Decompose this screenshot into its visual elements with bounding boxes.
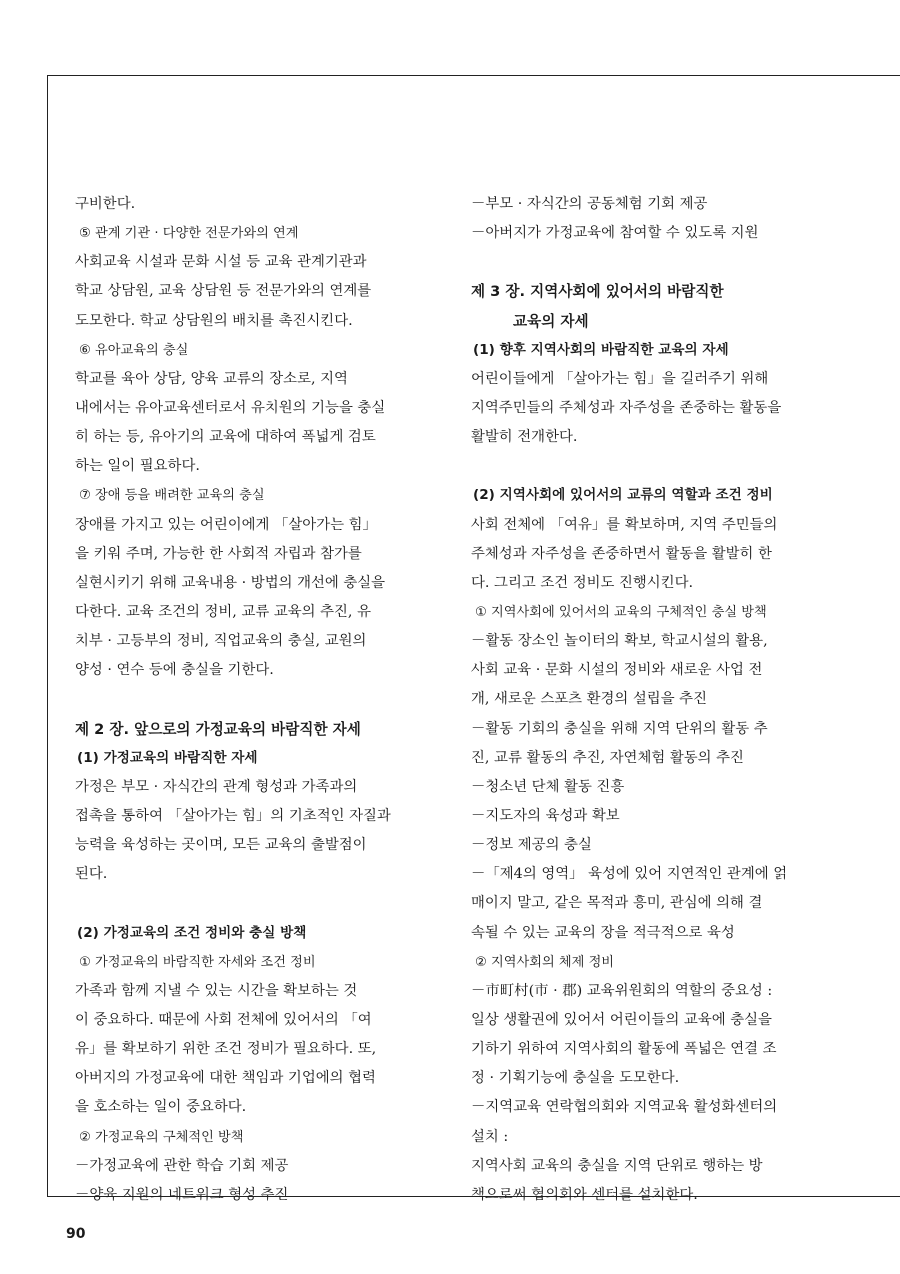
- body-line: 구비한다.: [75, 196, 136, 212]
- chapter-heading: 제 3 장. 지역사회에 있어서의 바람직한: [471, 283, 724, 301]
- body-line: 지역주민들의 주체성과 자주성을 존중하는 활동을: [471, 399, 782, 416]
- list-item: －양육 지원의 네트워크 형성 추진: [75, 1186, 289, 1203]
- body-line: 어린이들에게 「살아가는 힘」을 길러주기 위해: [471, 370, 769, 387]
- body-line: 지역사회 교육의 충실을 지역 단위로 행하는 방: [471, 1157, 763, 1174]
- body-line: 정 · 기획기능에 충실을 도모한다.: [471, 1070, 680, 1087]
- list-item: －부모 · 자식간의 공동체험 기회 제공: [471, 196, 708, 212]
- section-heading: (1) 가정교육의 바람직한 자세: [77, 749, 258, 766]
- section-heading: (2) 가정교육의 조건 정비와 충실 방책: [77, 924, 307, 941]
- section-heading: (2) 지역사회에 있어서의 교류의 역할과 조건 정비: [473, 487, 773, 504]
- body-line: 아버지의 가정교육에 대한 책임과 기업에의 협력: [75, 1070, 376, 1087]
- body-line: 개, 새로운 스포츠 환경의 설립을 추진: [471, 691, 707, 708]
- body-line: 을 호소하는 일이 중요하다.: [75, 1099, 247, 1116]
- body-line: 사회 교육 · 문화 시설의 정비와 새로운 사업 전: [471, 662, 763, 679]
- body-line: 히 하는 등, 유아기의 교육에 대하여 폭넓게 검토: [75, 429, 376, 446]
- item-heading: ⑤ 관계 기관 · 다양한 전문가와의 연계: [79, 226, 299, 242]
- page-number: 90: [66, 1226, 86, 1242]
- spacer: [75, 889, 437, 918]
- body-line: 도모한다. 학교 상담원의 배치를 촉진시킨다.: [75, 312, 353, 329]
- chapter-heading-continued: 교육의 자세: [513, 312, 589, 330]
- body-line: 접촉을 통하여 「살아가는 힘」의 기초적인 자질과: [75, 807, 391, 824]
- body-line: 다. 그리고 조건 정비도 진행시킨다.: [471, 574, 694, 591]
- body-line: 양성 · 연수 등에 충실을 기한다.: [75, 662, 274, 679]
- item-heading: ② 가정교육의 구체적인 방책: [79, 1129, 244, 1145]
- body-line: 을 키워 주며, 가능한 한 사회적 자립과 참가를: [75, 545, 362, 562]
- body-line: 진, 교류 활동의 추진, 자연체험 활동의 추진: [471, 749, 744, 766]
- body-line: 가족과 함께 지낼 수 있는 시간을 확보하는 것: [75, 982, 358, 999]
- spacer: [471, 452, 833, 481]
- item-heading: ① 가정교육의 바람직한 자세와 조건 정비: [79, 954, 316, 970]
- list-item: －市町村(市 · 郡) 교육위원회의 역할의 중요성 :: [471, 982, 773, 999]
- body-line: 능력을 육성하는 곳이며, 모든 교육의 출발점이: [75, 837, 367, 854]
- body-line: 활발히 전개한다.: [471, 429, 578, 446]
- body-line: 다한다. 교육 조건의 정비, 교류 교육의 추진, 유: [75, 603, 371, 620]
- item-heading: ② 지역사회의 체제 정비: [475, 954, 615, 970]
- body-line: 기하기 위하여 지역사회의 활동에 폭넓은 연결 조: [471, 1041, 777, 1058]
- body-line: 이 중요하다. 때문에 사회 전체에 있어서의 「여: [75, 1011, 372, 1028]
- item-heading: ⑥ 유아교육의 충실: [79, 342, 189, 358]
- body-line: 치부 · 고등부의 정비, 직업교육의 충실, 교원의: [75, 633, 367, 650]
- section-heading: (1) 향후 지역사회의 바람직한 교육의 자세: [473, 341, 729, 358]
- body-line: 유」를 확보하기 위한 조건 정비가 필요하다. 또,: [75, 1041, 377, 1058]
- list-item: －지도자의 육성과 확보: [471, 807, 620, 824]
- item-heading: ⑦ 장애 등을 배려한 교육의 충실: [79, 488, 265, 504]
- list-item: －활동 기회의 충실을 위해 지역 단위의 활동 추: [471, 720, 768, 737]
- body-line: 사회교육 시설과 문화 시설 등 교육 관계기관과: [75, 254, 367, 271]
- list-item: －청소년 단체 활동 진흥: [471, 778, 625, 795]
- body-line: 학교 상담원, 교육 상담원 등 전문가와의 연계를: [75, 283, 372, 300]
- list-item: －「제4의 영역」 육성에 있어 지연적인 관계에 얽: [471, 866, 788, 883]
- chapter-heading: 제 2 장. 앞으로의 가정교육의 바람직한 자세: [75, 720, 361, 738]
- list-item: －지역교육 연락협의회와 지역교육 활성화센터의: [471, 1099, 778, 1116]
- right-column: [471, 190, 833, 1210]
- body-line: 된다.: [75, 866, 108, 883]
- body-line: 책으로써 협의회와 센터를 설치한다.: [471, 1186, 698, 1203]
- body-line: 하는 일이 필요하다.: [75, 458, 200, 475]
- list-item: －정보 제공의 충실: [471, 837, 592, 854]
- body-line: 일상 생활권에 있어서 어린이들의 교육에 충실을: [471, 1011, 772, 1028]
- list-item: －활동 장소인 놀이터의 확보, 학교시설의 활용,: [471, 633, 768, 650]
- body-line: 가정은 부모 · 자식간의 관계 형성과 가족과의: [75, 778, 358, 795]
- list-item: －가정교육에 관한 학습 기회 제공: [75, 1157, 289, 1174]
- spacer: [75, 685, 437, 714]
- body-line: 학교를 육아 상담, 양육 교류의 장소로, 지역: [75, 370, 348, 387]
- body-line: 사회 전체에 「여유」를 확보하며, 지역 주민들의: [471, 516, 778, 533]
- item-heading: ① 지역사회에 있어서의 교육의 구체적인 충실 방책: [475, 604, 767, 620]
- body-line: 장애를 가지고 있는 어린이에게 「살아가는 힘」: [75, 516, 377, 533]
- body-line: 설치 :: [471, 1128, 509, 1145]
- body-line: 내에서는 유아교육센터로서 유치원의 기능을 충실: [75, 399, 386, 416]
- spacer: [471, 248, 833, 277]
- list-item: －아버지가 가정교육에 참여할 수 있도록 지원: [471, 225, 759, 242]
- left-column: [75, 190, 437, 1210]
- body-line: 주체성과 자주성을 존중하면서 활동을 활발히 한: [471, 545, 772, 562]
- body-line: 실현시키기 위해 교육내용 · 방법의 개선에 충실을: [75, 574, 386, 591]
- body-line: 속될 수 있는 교육의 장을 적극적으로 육성: [471, 924, 735, 941]
- body-line: 매이지 말고, 같은 목적과 흥미, 관심에 의해 결: [471, 895, 763, 912]
